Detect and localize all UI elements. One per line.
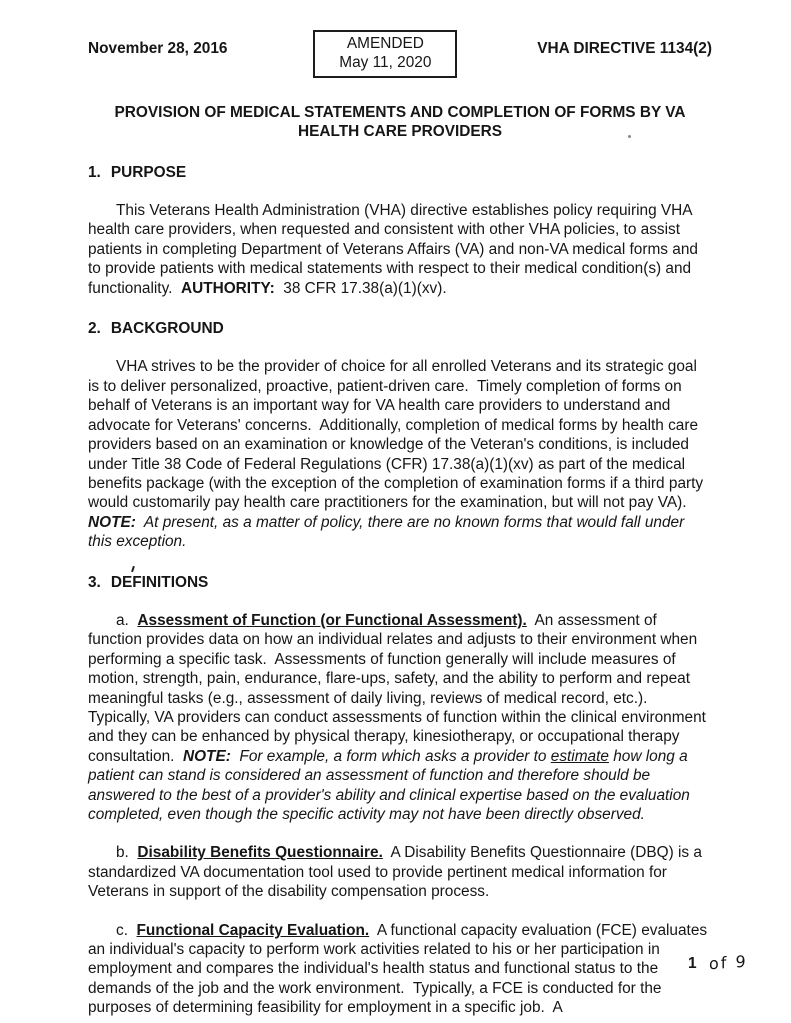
paragraph: This Veterans Health Administration (VHA) directive establishes policy requiring VHA health care providers, when requested and consistent with other VHA policies, to assist patients in completing Department of Veterans Affairs (VA) and non-VA medical forms and to provide patients with medical statements with respect to their medical condition(s) and functionality. AUTHORITY: 38 CFR 17.38(a)(1)(xv). [88,202,703,297]
section-heading [88,573,712,592]
scan-artifact-dot [628,135,631,138]
definition-item-c: c. Functional Capacity Evaluation. A functional capacity evaluation (FCE) evaluates an individual's capacity to perform work activities related to his or her participation in employment and compares the individual's health status and functional status to the demands of the job and the work environment. Typically, a FCE is conducted for the purposes of determining feasibility for employment in a specific job. A [88,921,712,1017]
section-heading-label: PURPOSE [110,163,187,181]
page-number: 1 [688,955,697,972]
scan-artifact-mark [131,565,135,571]
amended-stamp-line2: May 11, 2020 [339,54,432,72]
handwritten-page-note: of 9 [708,951,748,974]
paragraph: VHA strives to be the provider of choice for all enrolled Veterans and its strategic goal is to deliver personalized, proactive, patient-driven care. Timely completion of forms on behalf of Veterans is an important way for VA health care providers to understand and advocate for Veterans' concerns. Additionally, completion of medical forms by health care providers based on an examination or knowledge of the Veteran's conditions, is included under Title 38 Code of Federal Regulations (CFR) 17.38(a)(1)(xv) as part of the medical benefits package (with the exception of the completion of examination forms if a third party would customarily pay health care practitioners for the examination, but will not pay VA). NOTE: At present, as a matter of policy, there are no known forms that would fall under this exception. [88,358,708,551]
document-title-text: PROVISION OF MEDICAL STATEMENTS AND COMPLETION OF FORMS BY VA HEALTH CARE PROVIDERS [114,103,686,141]
amended-stamp-line1: AMENDED [346,35,424,52]
section-heading-label: DEFINITIONS [110,573,209,591]
definition-item-b: b. Disability Benefits Questionnaire. A Disability Benefits Questionnaire (DBQ) is a standardized VA documentation tool used to provide pertinent medical information for Veterans in support of the disability compensation process. [88,844,707,901]
issue-date: November 28, 2016 [88,40,228,57]
section-definitions [88,573,712,1018]
section-heading [88,319,712,338]
section-heading-label: BACKGROUND [110,320,224,338]
section-number: 3. [88,573,101,591]
page-header [88,30,712,78]
definition-item-a: a. Assessment of Function (or Functional Assessment). An assessment of function provides data on how an individual relates and adjusts to their environment when performing a specific task. Assessments of function generally will include measures of motion, strength, pain, endurance, flare-ups, safety, and the ability to perform and repeat meaningful tasks (e.g., assessment of daily living, reviews of medical record, etc.). Typically, VA providers can conduct assessments of function within the clinical environment and they can be enhanced by physical therapy, kinesiotherapy, or occupational therapy consultation. NOTE: For example, a form which asks a provider to estimate how long a patient can stand is considered an assessment of function and therefore should be answered to the best of a provider's ability and clinical expertise based on the evaluation completed, even though the specific activity may not have been directly observed. [88,611,711,823]
amended-stamp [313,30,457,78]
section-number: 2. [88,320,101,338]
document-title [88,103,712,142]
page-footer [688,953,747,973]
directive-number: VHA DIRECTIVE 1134(2) [537,40,712,57]
section-heading [88,163,712,182]
section-purpose [88,163,712,298]
section-number: 1. [88,163,101,181]
section-background [88,319,712,551]
